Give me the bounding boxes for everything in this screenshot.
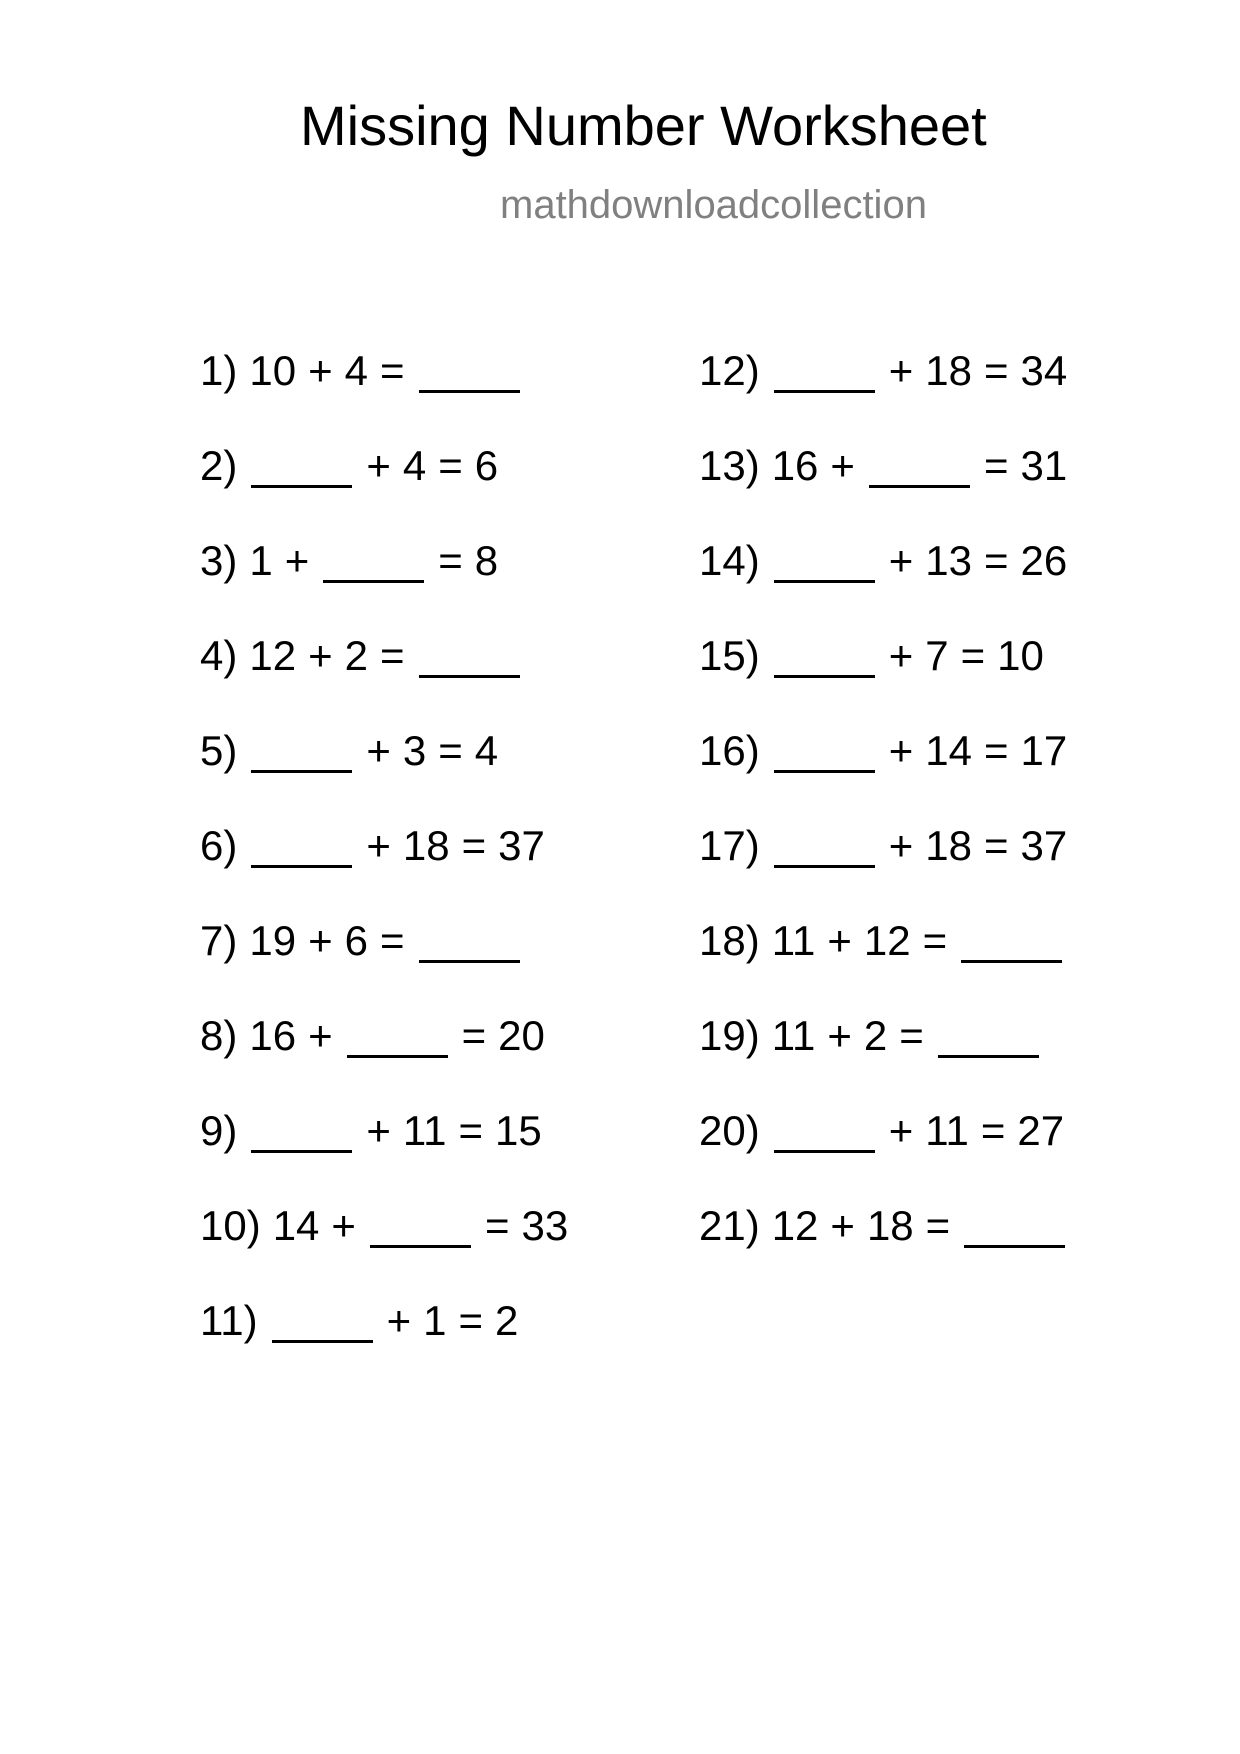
operand: 4 (402, 442, 427, 489)
problem-number: 16) (699, 727, 760, 774)
operand: 14 (925, 727, 972, 774)
answer-blank[interactable] (323, 540, 424, 583)
operand: 2 (344, 632, 368, 679)
problem-item (699, 347, 1068, 445)
problem-number: 6) (200, 822, 238, 869)
plus-sign: + (888, 822, 914, 869)
equals-sign: = (960, 632, 986, 679)
operand: 27 (1017, 1107, 1065, 1154)
operand: 3 (402, 727, 427, 774)
equals-sign: = (461, 1012, 487, 1059)
operand: 10 (249, 347, 297, 394)
equals-sign: = (438, 442, 463, 489)
equals-sign: = (379, 917, 405, 964)
problems-left-column (200, 347, 569, 1395)
equals-sign: = (983, 537, 1009, 584)
problem-item (200, 727, 568, 825)
plus-sign: + (888, 632, 914, 679)
operand: 12 (249, 632, 297, 679)
problem-item (200, 822, 568, 920)
problem-number: 10) (200, 1202, 261, 1249)
problem-item (200, 1202, 569, 1300)
problem-number: 11) (200, 1297, 258, 1344)
equals-sign: = (484, 1202, 510, 1249)
plus-sign: + (366, 727, 391, 774)
plus-sign: + (830, 442, 855, 489)
problem-number: 2) (200, 442, 238, 489)
equals-sign: = (379, 347, 405, 394)
operand: 2 (495, 1297, 519, 1344)
problem-number: 1) (200, 347, 238, 394)
answer-blank[interactable] (419, 635, 520, 678)
worksheet-title: Missing Number Worksheet (300, 94, 987, 157)
problem-item (200, 442, 568, 540)
problem-item (699, 822, 1068, 920)
problem-item (200, 537, 568, 635)
problem-item (699, 917, 1067, 1015)
problem-item (699, 442, 1068, 540)
operand: 11 (771, 1012, 816, 1059)
worksheet-subtitle: mathdownloadcollection (500, 183, 927, 227)
answer-blank[interactable] (961, 920, 1062, 963)
equals-sign: = (458, 1107, 484, 1154)
equals-sign: = (983, 727, 1009, 774)
plus-sign: + (827, 917, 852, 964)
plus-sign: + (284, 537, 310, 584)
problem-item (200, 347, 568, 445)
operand: 37 (498, 822, 545, 869)
plus-sign: + (827, 1012, 852, 1059)
problem-number: 19) (699, 1012, 760, 1059)
operand: 4 (474, 727, 499, 774)
plus-sign: + (308, 917, 333, 964)
problem-item (699, 727, 1068, 825)
answer-blank[interactable] (251, 825, 352, 868)
plus-sign: + (830, 1202, 855, 1249)
plus-sign: + (308, 1012, 333, 1059)
operand: 12 (771, 1202, 819, 1249)
problem-number: 17) (699, 822, 760, 869)
operand: 4 (344, 347, 368, 394)
plus-sign: + (308, 347, 333, 394)
operand: 33 (521, 1202, 569, 1249)
answer-blank[interactable] (419, 920, 520, 963)
operand: 1 (423, 1297, 447, 1344)
problem-number: 21) (699, 1202, 760, 1249)
problem-item (200, 632, 568, 730)
plus-sign: + (366, 822, 391, 869)
operand: 6 (344, 917, 368, 964)
plus-sign: + (331, 1202, 356, 1249)
plus-sign: + (308, 632, 333, 679)
equals-sign: = (980, 1107, 1006, 1154)
problem-item (200, 1107, 568, 1205)
operand: 34 (1020, 347, 1068, 394)
problem-number: 13) (699, 442, 760, 489)
operand: 11 (771, 917, 816, 964)
problem-item (699, 1012, 1067, 1110)
operand: 16 (249, 1012, 297, 1059)
operand: 20 (498, 1012, 545, 1059)
plus-sign: + (888, 1107, 914, 1154)
plus-sign: + (888, 347, 914, 394)
answer-blank[interactable] (774, 635, 875, 678)
problem-number: 5) (200, 727, 238, 774)
operand: 18 (866, 1202, 914, 1249)
problem-number: 12) (699, 347, 760, 394)
operand: 18 (925, 347, 972, 394)
operand: 15 (495, 1107, 542, 1154)
answer-blank[interactable] (347, 1015, 448, 1058)
operand: 37 (1020, 822, 1068, 869)
problem-number: 3) (200, 537, 238, 584)
equals-sign: = (983, 442, 1009, 489)
answer-blank[interactable] (251, 730, 352, 773)
problem-number: 4) (200, 632, 238, 679)
equals-sign: = (983, 822, 1009, 869)
problem-number: 15) (699, 632, 760, 679)
equals-sign: = (438, 727, 463, 774)
operand: 1 (249, 537, 273, 584)
operand: 7 (925, 632, 949, 679)
operand: 14 (272, 1202, 320, 1249)
plus-sign: + (386, 1297, 412, 1344)
equals-sign: = (922, 917, 948, 964)
problem-item (699, 1107, 1067, 1205)
operand: 11 (925, 1107, 969, 1154)
operand: 11 (402, 1107, 447, 1154)
operand: 16 (771, 442, 819, 489)
equals-sign: = (461, 822, 487, 869)
operand: 6 (474, 442, 499, 489)
operand: 26 (1020, 537, 1068, 584)
operand: 12 (863, 917, 911, 964)
problem-item (699, 632, 1067, 730)
equals-sign: = (983, 347, 1009, 394)
problem-number: 9) (200, 1107, 238, 1154)
answer-blank[interactable] (251, 445, 352, 488)
problems-right-column (699, 347, 1068, 1300)
operand: 8 (474, 537, 499, 584)
plus-sign: + (888, 727, 914, 774)
operand: 31 (1020, 442, 1068, 489)
answer-blank[interactable] (419, 350, 520, 393)
problem-number: 20) (699, 1107, 760, 1154)
problem-item (699, 537, 1068, 635)
equals-sign: = (379, 632, 405, 679)
equals-sign: = (458, 1297, 484, 1344)
problem-number: 18) (699, 917, 760, 964)
problem-item (200, 1012, 568, 1110)
answer-blank[interactable] (370, 1205, 471, 1248)
plus-sign: + (366, 1107, 391, 1154)
operand: 2 (863, 1012, 888, 1059)
answer-blank[interactable] (938, 1015, 1039, 1058)
equals-sign: = (925, 1202, 951, 1249)
problem-item (699, 1202, 1067, 1300)
answer-blank[interactable] (774, 350, 875, 393)
answer-blank[interactable] (869, 445, 970, 488)
answer-blank[interactable] (774, 1110, 875, 1153)
equals-sign: = (438, 537, 463, 584)
answer-blank[interactable] (774, 825, 875, 868)
plus-sign: + (366, 442, 391, 489)
problem-number: 7) (200, 917, 238, 964)
operand: 10 (997, 632, 1044, 679)
operand: 18 (925, 822, 972, 869)
problem-item (200, 917, 568, 1015)
problem-number: 8) (200, 1012, 238, 1059)
equals-sign: = (899, 1012, 924, 1059)
answer-blank[interactable] (272, 1300, 373, 1343)
problem-number: 14) (699, 537, 760, 584)
plus-sign: + (888, 537, 914, 584)
answer-blank[interactable] (251, 1110, 352, 1153)
answer-blank[interactable] (774, 540, 875, 583)
answer-blank[interactable] (774, 730, 875, 773)
operand: 18 (402, 822, 450, 869)
operand: 19 (249, 917, 297, 964)
operand: 13 (925, 537, 972, 584)
problem-item (200, 1297, 568, 1395)
operand: 17 (1020, 727, 1068, 774)
answer-blank[interactable] (964, 1205, 1065, 1248)
